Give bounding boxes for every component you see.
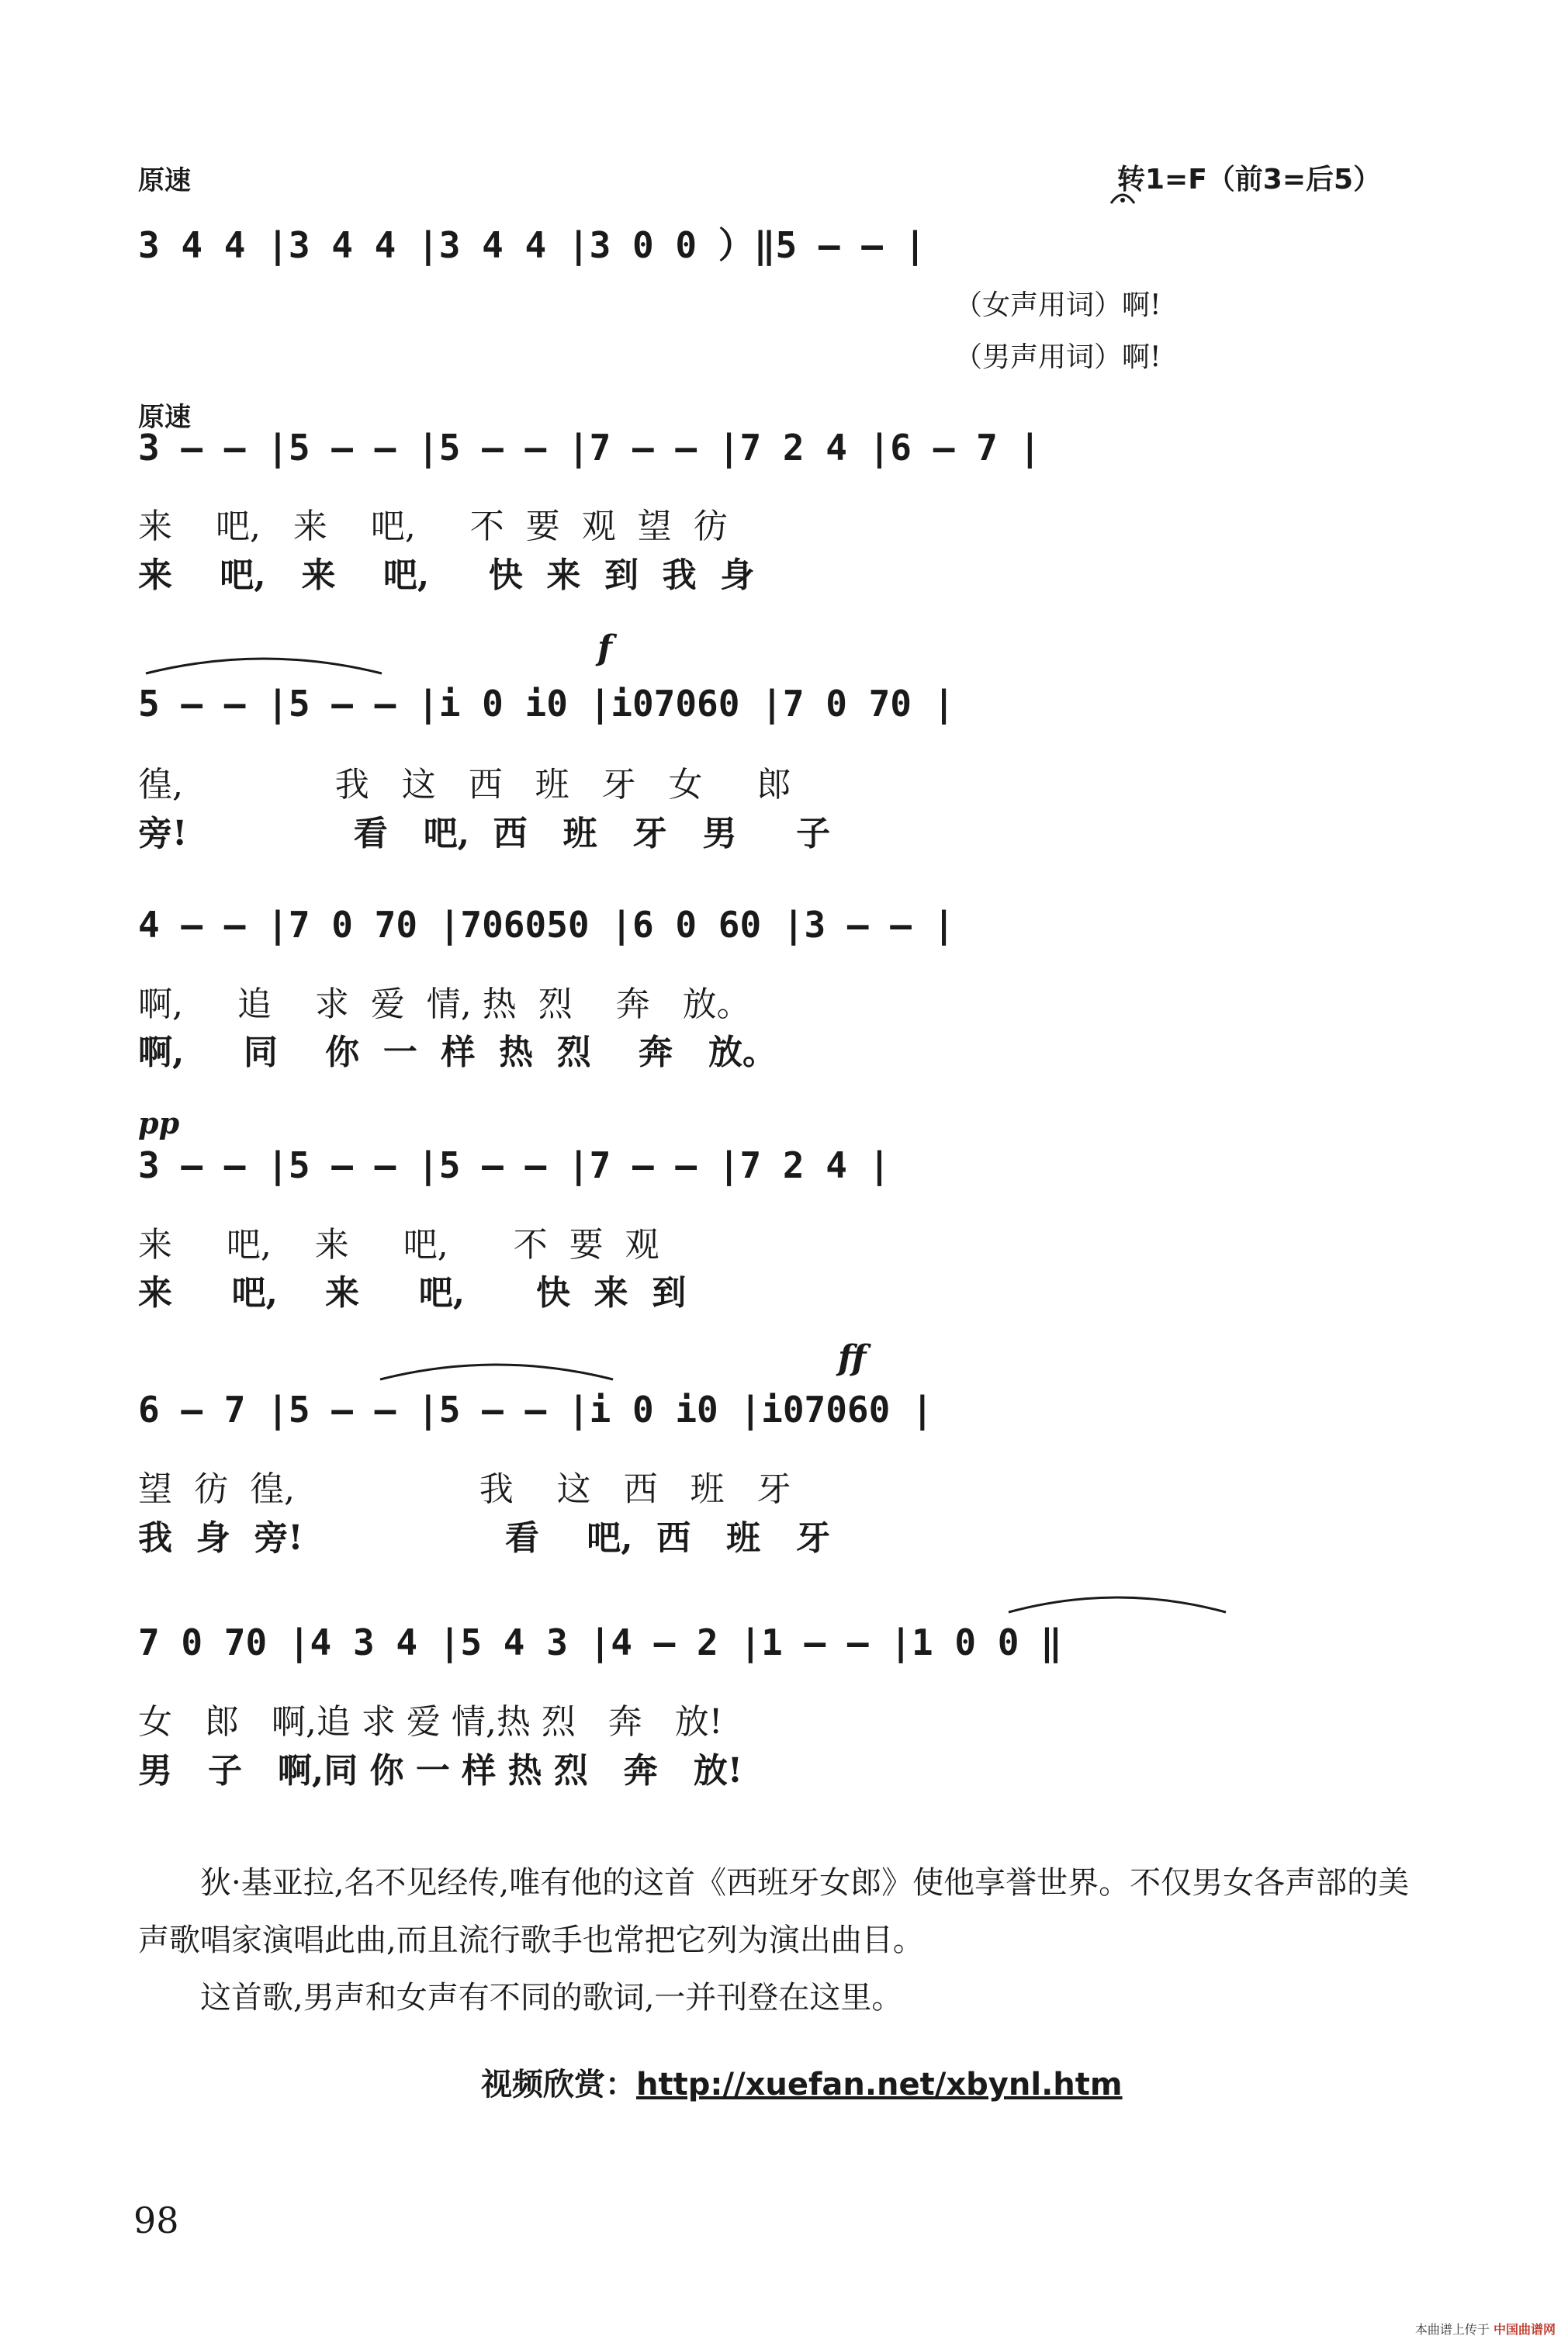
lyric-male-system-6: 男 子 啊,同 你 一 样 热 烈 奔 放! [138, 1751, 743, 1791]
dynamic-system-4: pp [138, 1106, 180, 1140]
lyric-male-system-3: 啊, 同 你 一 样 热 烈 奔 放。 [138, 1033, 777, 1072]
lyric-male-system-1: 来 吧, 来 吧, 快 来 到 我 身 [138, 555, 755, 595]
call-male: （男声用词）啊! [954, 341, 1161, 373]
notes-system-5: 6 – 7 |5 – – |5 – – |i 0 i0 |i07060 | [138, 1389, 933, 1431]
commentary-paragraph-1: 狄·基亚拉,名不见经传,唯有他的这首《西班牙女郎》使他享誉世界。不仅男女各声部的美声歌唱家演唱此曲,而且流行歌手也常把它列为演出曲目。 [138, 1865, 1410, 1958]
notes-system-6: 7 0 70 |4 3 4 |5 4 3 |4 – 2 |1 – – |1 0 0 ‖ [138, 1621, 1062, 1663]
lyric-male-system-4: 来 吧, 来 吧, 快 来 到 [138, 1273, 687, 1313]
lyric-male-system-5: 我 身 旁! 看 吧, 西 班 牙 [138, 1518, 831, 1558]
lyric-female-system-1: 来 吧, 来 吧, 不 要 观 望 彷 [138, 507, 728, 546]
notes-system-2: 5 – – |5 – – |i 0 i0 |i07060 |7 0 70 | [138, 683, 955, 725]
video-label: 视频欣赏： [481, 2067, 636, 2102]
lyric-female-system-6: 女 郎 啊,追 求 爱 情,热 烈 奔 放! [138, 1702, 723, 1742]
notes-system-3: 4 – – |7 0 70 |706050 |6 0 60 |3 – – | [138, 904, 955, 946]
fermata-dot [1120, 198, 1125, 202]
footer-brand-logo: 中国曲谱网 [1493, 2322, 1556, 2337]
tempo-mark-system-1: 原速 [138, 402, 191, 433]
page-number: 98 [133, 2199, 179, 2241]
tie-arc-system-5 [380, 1365, 613, 1379]
lyric-female-system-5: 望 彷 徨, 我 这 西 班 牙 [138, 1469, 791, 1509]
notes-system-1: 3 – – |5 – – |5 – – |7 – – |7 2 4 |6 – 7 | [138, 427, 1041, 469]
video-link-row [481, 2060, 1123, 2104]
dynamic-system-2: f [597, 628, 612, 668]
lyric-female-system-2: 徨, 我 这 西 班 牙 女 郎 [138, 765, 791, 805]
call-female: （女声用词）啊! [954, 289, 1161, 321]
tie-arc-system-6 [1009, 1597, 1226, 1612]
tie-arc-system-2 [146, 659, 382, 673]
dynamic-system-5: ff [838, 1338, 867, 1378]
key-change: 转1=F（前3=后5） [1117, 164, 1382, 196]
commentary-paragraph-2: 这首歌,男声和女声有不同的歌词,一并刊登在这里。 [200, 1980, 903, 2016]
footer-watermark [1415, 2320, 1556, 2338]
tempo-mark-intro: 原速 [138, 165, 191, 196]
lyric-female-system-3: 啊, 追 求 爱 情, 热 烈 奔 放。 [138, 985, 751, 1024]
notes-system-4: 3 – – |5 – – |5 – – |7 – – |7 2 4 | [138, 1144, 891, 1186]
intro-notes: 3 4 4 |3 4 4 |3 4 4 |3 0 0 ）‖5 – – | [138, 224, 926, 266]
commentary [138, 1854, 1426, 2026]
footer-upload-text: 本曲谱上传于 [1414, 2322, 1490, 2337]
lyric-male-system-2: 旁! 看 吧, 西 班 牙 男 子 [138, 814, 831, 853]
video-url-link[interactable]: http://xuefan.net/xbynl.htm [636, 2067, 1123, 2102]
lyric-female-system-4: 来 吧, 来 吧, 不 要 观 [138, 1225, 659, 1265]
